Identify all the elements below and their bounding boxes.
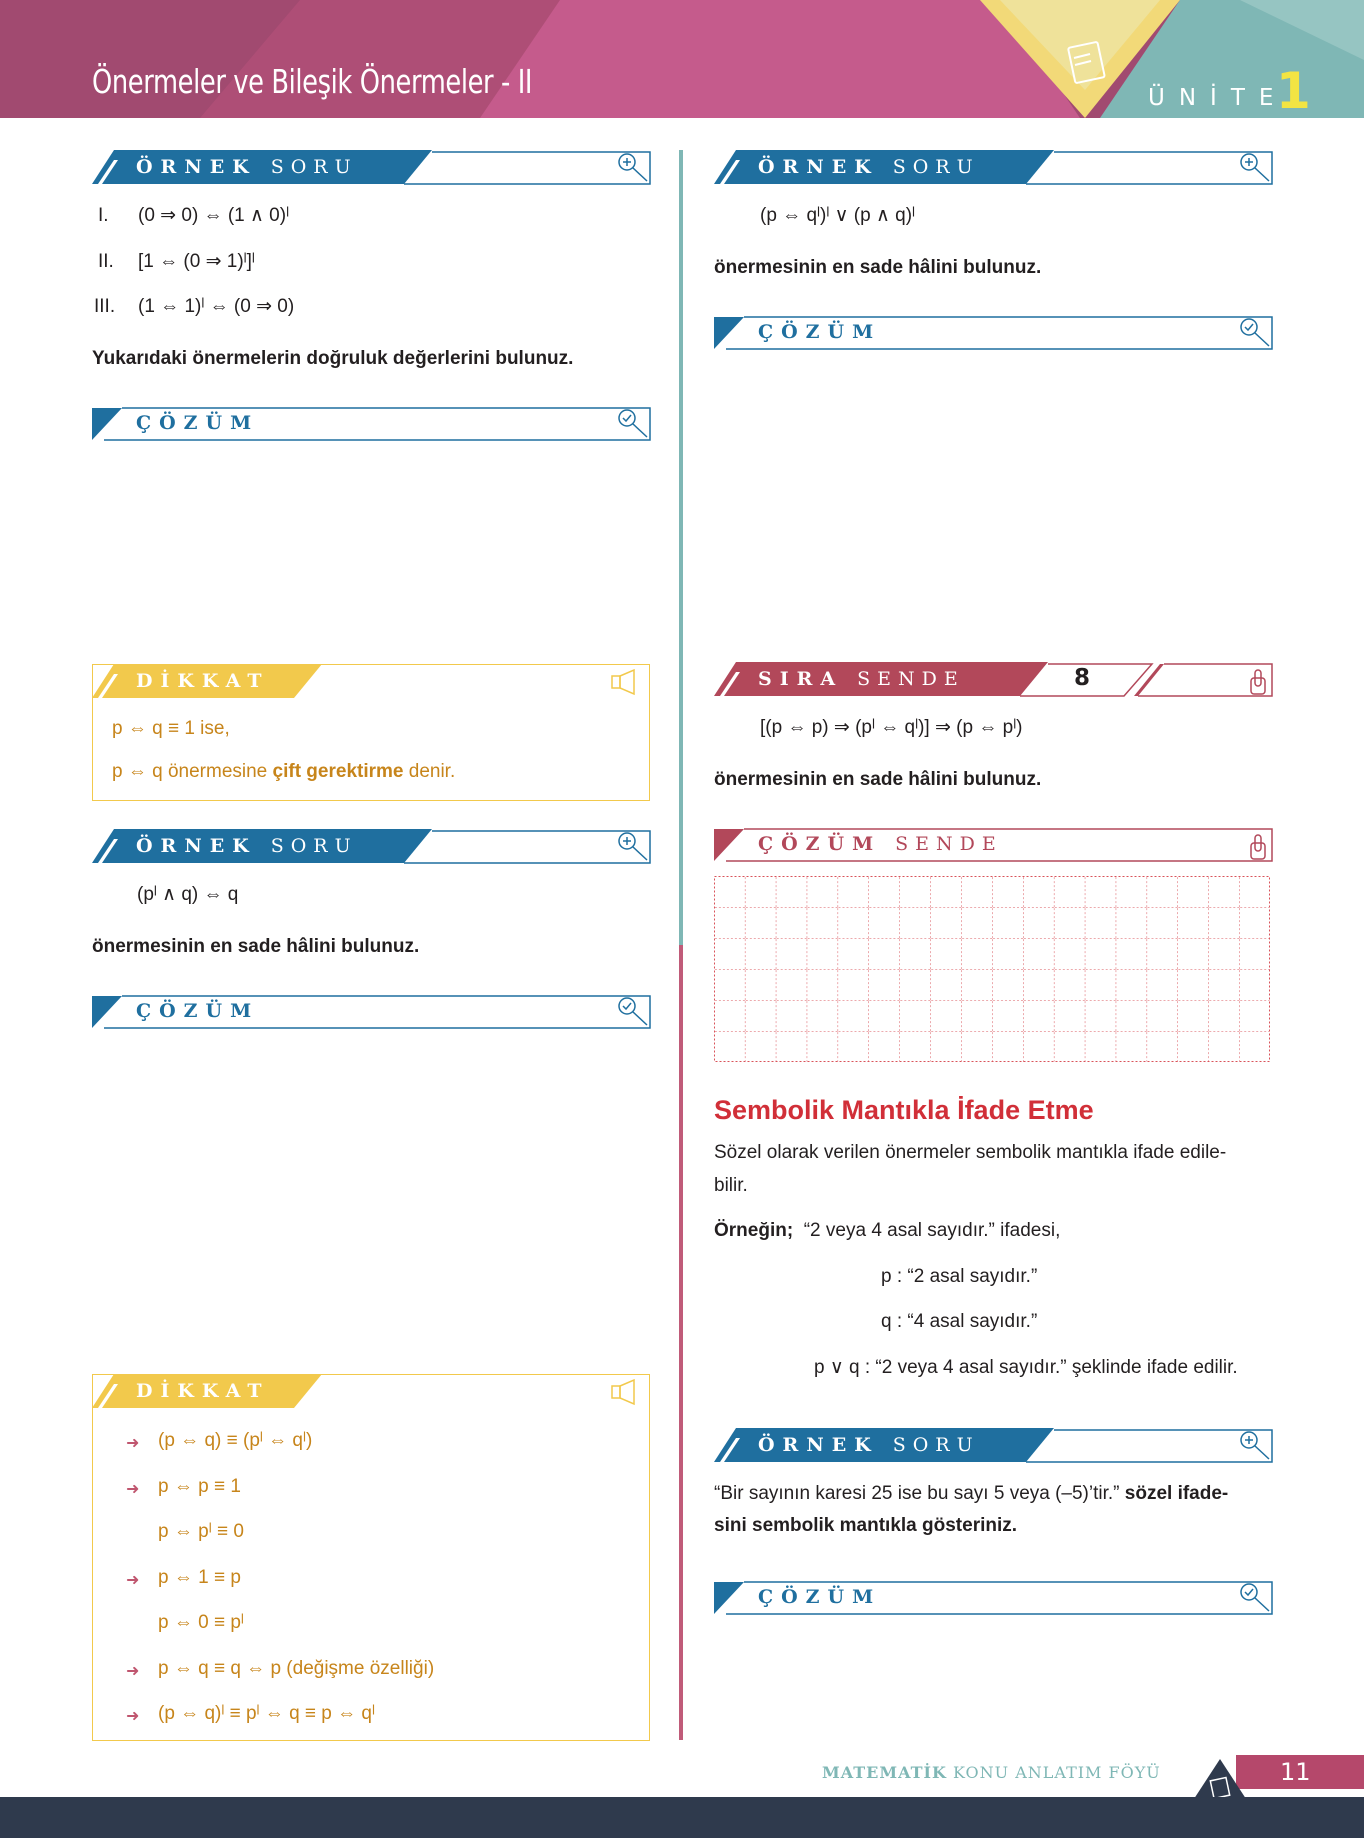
- dikkat-line: (p ⇔ q)ˡ ≡ pˡ ⇔ q ≡ p ⇔ qˡ: [158, 1703, 375, 1724]
- megaphone-icon: [612, 670, 634, 694]
- ornek-label: ÖRNEK: [136, 835, 257, 857]
- dikkat-line: p ⇔ 0 ≡ pˡ: [158, 1612, 244, 1633]
- megaphone-icon: [612, 1380, 634, 1404]
- hand-pointer-icon: [1251, 670, 1265, 694]
- unit-number: 1: [1276, 62, 1311, 118]
- zoom-plus-icon: [619, 154, 647, 181]
- arrow-bullet-icon: ➜: [126, 1481, 140, 1498]
- soru-label: SORU: [892, 156, 980, 178]
- dikkat-label: DİKKAT: [136, 670, 270, 692]
- cozum-label: ÇÖZÜM: [758, 1586, 882, 1608]
- cozum-header: [92, 994, 652, 1030]
- question-text: sini sembolik mantıkla gösteriniz.: [714, 1515, 1018, 1536]
- footer-brand: MATEMATİK KONU ANLATIM FÖYÜ: [822, 1763, 1161, 1782]
- list-item: I. (0 ⇒ 0) ⇔ (1 ∧ 0)ˡ: [98, 205, 290, 226]
- column-divider: [679, 150, 683, 945]
- arrow-bullet-icon: ➜: [126, 1435, 140, 1452]
- definition-q: q : “4 asal sayıdır.”: [881, 1311, 1038, 1332]
- zoom-plus-icon: [1241, 154, 1269, 181]
- footer-bar: [0, 1797, 1364, 1838]
- cozum-label: ÇÖZÜM: [758, 321, 882, 343]
- dikkat-line: p ⇔ q ≡ q ⇔ p (değişme özelliği): [158, 1658, 435, 1679]
- question-text: önermesinin en sade hâlini bulunuz.: [714, 257, 1042, 278]
- definition-p: p : “2 asal sayıdır.”: [881, 1266, 1038, 1287]
- definition-pq: p ∨ q : “2 veya 4 asal sayıdır.” şeklinde ifade edilir.: [814, 1357, 1238, 1378]
- ornek-soru-header: [92, 150, 652, 186]
- paragraph: Sözel olarak verilen önermeler sembolik mantıkla ifade edile-: [714, 1142, 1227, 1163]
- dikkat-header: [92, 1374, 652, 1410]
- example-line: Örneğin; “2 veya 4 asal sayıdır.” ifadesi,: [714, 1220, 1061, 1241]
- dikkat-line: p ⇔ p ≡ 1: [158, 1476, 241, 1497]
- cozum-header: [714, 315, 1274, 351]
- sira-label: SIRA: [758, 668, 844, 690]
- arrow-bullet-icon: ➜: [126, 1708, 140, 1725]
- list-item: II. [1 ⇔ (0 ⇒ 1)ˡ]ˡ: [98, 251, 255, 272]
- page-number: 11: [1280, 1758, 1311, 1786]
- expression: (pˡ ∧ q) ⇔ q: [137, 884, 239, 905]
- unit-label: ÜNİTE: [1148, 85, 1288, 111]
- soru-label: SORU: [270, 835, 358, 857]
- check-magnifier-icon: [619, 410, 647, 437]
- sende-label: SENDE: [895, 833, 1003, 855]
- question-text: “Bir sayının karesi 25 ise bu sayı 5 veya (–5)’tir.” sözel ifade-: [714, 1483, 1229, 1504]
- arrow-bullet-icon: ➜: [126, 1663, 140, 1680]
- hand-pointer-icon: [1251, 835, 1265, 859]
- sende-label: SENDE: [857, 668, 965, 690]
- list-item: III. (1 ⇔ 1)ˡ ⇔ (0 ⇒ 0): [94, 296, 295, 317]
- arrow-bullet-icon: ➜: [126, 1572, 140, 1589]
- dikkat-line: p ⇔ pˡ ≡ 0: [158, 1521, 244, 1542]
- section-title: Sembolik Mantıkla İfade Etme: [714, 1095, 1094, 1125]
- expression: (p ⇔ qˡ)ˡ ∨ (p ∧ q)ˡ: [760, 205, 916, 226]
- dikkat-header: [92, 664, 652, 700]
- ornek-label: ÖRNEK: [758, 156, 879, 178]
- sira-sende-header: [714, 662, 1274, 698]
- page-title: Önermeler ve Bileşik Önermeler - II: [92, 62, 533, 101]
- ornek-label: ÖRNEK: [136, 156, 257, 178]
- paragraph: bilir.: [714, 1175, 748, 1196]
- ornek-soru-header: [92, 829, 652, 865]
- dikkat-line: p ⇔ 1 ≡ p: [158, 1567, 241, 1588]
- cozum-sende-header: [714, 827, 1274, 863]
- dikkat-line: (p ⇔ q) ≡ (pˡ ⇔ qˡ): [158, 1430, 313, 1451]
- check-magnifier-icon: [619, 998, 647, 1025]
- ornek-soru-header: [714, 150, 1274, 186]
- soru-label: SORU: [270, 156, 358, 178]
- ornek-label: ÖRNEK: [758, 1434, 879, 1456]
- question-text: önermesinin en sade hâlini bulunuz.: [92, 936, 420, 957]
- expression: [(p ⇔ p) ⇒ (pˡ ⇔ qˡ)] ⇒ (p ⇔ pˡ): [760, 717, 1023, 738]
- soru-label: SORU: [892, 1434, 980, 1456]
- question-text: Yukarıdaki önermelerin doğruluk değerlerini bulunuz.: [92, 348, 574, 369]
- cozum-label: ÇÖZÜM: [136, 1000, 260, 1022]
- check-magnifier-icon: [1241, 1584, 1269, 1611]
- cozum-label: ÇÖZÜM: [758, 833, 882, 855]
- cozum-header: [714, 1580, 1274, 1616]
- page-header: [0, 0, 1364, 118]
- cozum-header: [92, 406, 652, 442]
- check-magnifier-icon: [1241, 319, 1269, 346]
- column-divider: [679, 945, 683, 1740]
- answer-grid[interactable]: [714, 876, 1270, 1062]
- ornek-soru-header: [714, 1428, 1274, 1464]
- dikkat-label: DİKKAT: [136, 1380, 270, 1402]
- cozum-label: ÇÖZÜM: [136, 412, 260, 434]
- zoom-plus-icon: [619, 833, 647, 860]
- dikkat-line: p ⇔ q ≡ 1 ise,: [112, 718, 230, 739]
- question-text: önermesinin en sade hâlini bulunuz.: [714, 769, 1042, 790]
- zoom-plus-icon: [1241, 1432, 1269, 1459]
- exercise-number: 8: [1074, 665, 1091, 691]
- dikkat-line: p ⇔ q önermesine çift gerektirme denir.: [112, 761, 456, 782]
